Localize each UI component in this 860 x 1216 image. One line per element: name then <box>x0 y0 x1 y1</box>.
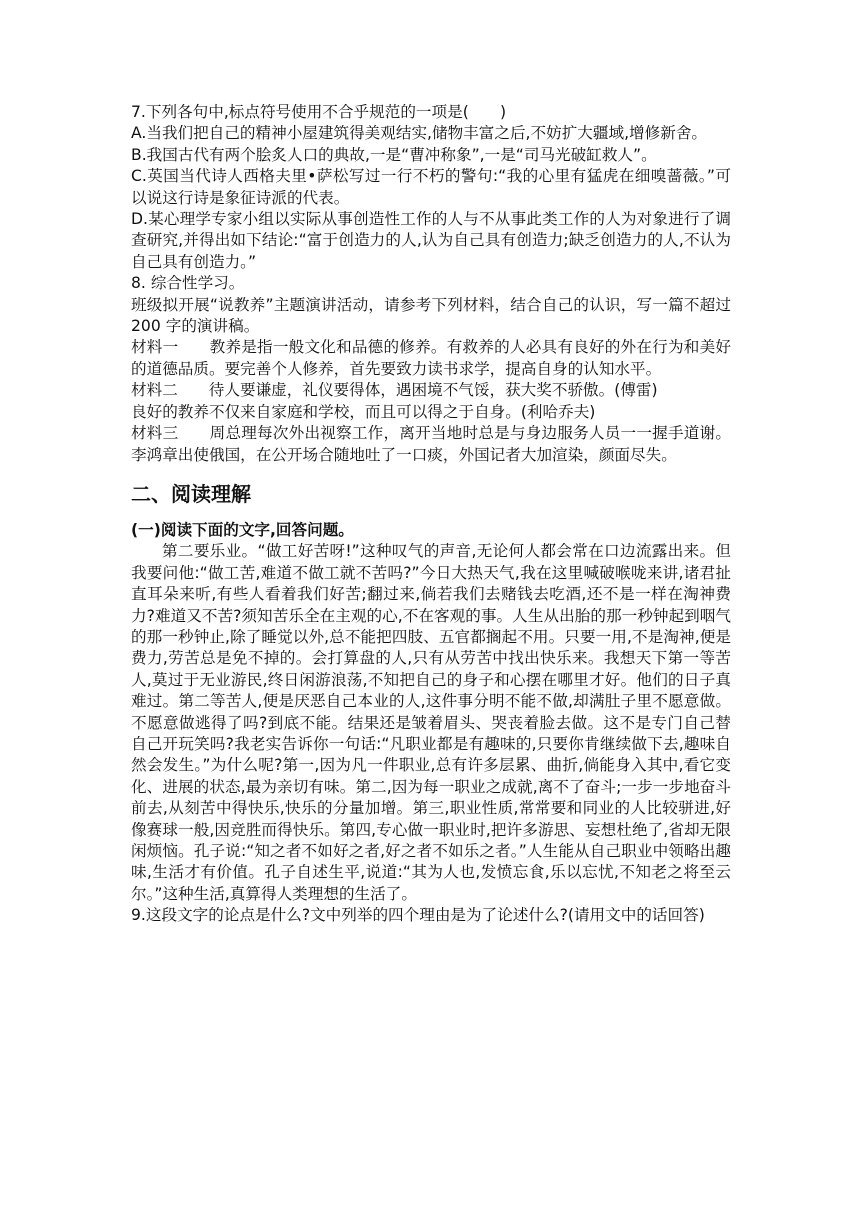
section-heading: 二、阅读理解 <box>131 481 251 506</box>
material-3-text: 周总理每次外出视察工作，离开当地时总是与身边服务人员一一握手道谢。李鸿章出使俄国，在公开场合随地吐了一口痰，外国记者大加渲染，颜面尽失。 <box>131 424 731 464</box>
question-8-stem: 8. 综合性学习。 <box>131 274 245 293</box>
material-3-label: 材料三 <box>131 424 179 443</box>
question-7-stem: 7.下列各句中,标点符号使用不合乎规范的一项是( ) <box>131 103 507 121</box>
section-subheading: (一)阅读下面的文字,回答问题。 <box>131 520 354 539</box>
question-7-option-c: C.英国当代诗人西格夫里•萨松写过一行不朽的警句:“我的心里有猛虎在细嗅蔷薇。”可以说这行诗是象征诗派的代表。 <box>131 167 731 207</box>
reading-passage: 第二要乐业。“做工好苦呀!”这种叹气的声音,无论何人都会常在口边流露出来。但我要问他:“做工苦,难道不做工就不苦吗?”今日大热天气,我在这里喊破喉咙来讲,诸君扯直耳朵来听,有些人看着我们好苦;翻过来,倘若我们去赌钱去吃酒,还不是一样在淘神费力?难道又不苦?须知苦乐全在主观的心,不在客观的事。人生从出胎的那一秒钟起到咽气的那一秒钟止,除了睡觉以外,总不能把四肢、五官都搁起不用。只要一用,不是淘神,便是费力,劳苦总是免不掉的。会打算盘的人,只有从劳苦中找出快乐来。我想天下第一等苦人,莫过于无业游民,终日闲游浪荡,不知把自己的身子和心摆在哪里才好。他们的日子真难过。第二等苦人,便是厌恶自己本业的人,这件事分明不能不做,却满肚子里不愿意做。不愿意做逃得了吗?到底不能。结果还是皱着眉头、哭丧着脸去做。这不是专门自己替自己开玩笑吗?我老实告诉你一句话:“凡职业都是有趣味的,只要你肯继续做下去,趣味自然会发生。”为什么呢?第一,因为凡一件职业,总有许多层累、曲折,倘能身入其中,看它变化、进展的状态,最为亲切有味。第二,因为每一职业之成就,离不了奋斗;一步一步地奋斗前去,从刻苦中得快乐,快乐的分量加增。第三,职业性质,常常要和同业的人比较骈进,好像赛球一般,因竞胜而得快乐。第四,专心做一职业时,把许多游思、妄想杜绝了,省却无限闲烦恼。孔子说:“知之者不如好之者,好之者不如乐之者。”人生能从自己职业中领略出趣味,生活才有价值。孔子自述生平,说道:“其为人也,发愤忘食,乐以忘忧,不知老之将至云尔。”这种生活,真算得人类理想的生活了。 <box>131 542 731 903</box>
material-2-text: 待人要谦虚，礼仪要得体，遇困境不气馁，获大奖不骄傲。(傅雷) <box>208 381 658 400</box>
question-9: 9.这段文字的论点是什么?文中列举的四个理由是为了论述什么?(请用文中的话回答) <box>131 906 705 925</box>
material-1-text: 教养是指一般文化和品德的修养。有救养的人必具有良好的外在行为和美好的道德品质。要完善个人修养，首先要致力读书求学，提高自身的认知水平。 <box>131 338 731 378</box>
document-content <box>131 102 731 927</box>
material-2-label: 材料二 <box>131 381 178 400</box>
question-7-option-b: B.我国古代有两个脍炙人口的典故,一是“曹冲称象”,一是“司马光破缸救人”。 <box>131 145 657 164</box>
material-1 <box>131 337 731 380</box>
question-7-option-a: A.当我们把自己的精神小屋建筑得美观结实,储物丰富之后,不妨扩大疆域,增修新舍。 <box>131 124 708 143</box>
material-2-continued: 良好的教养不仅来自家庭和学校，而且可以得之于自身。(利哈乔夫) <box>131 402 596 421</box>
question-8-intro: 班级拟开展“说教养”主题演讲活动，请参考下列材料，结合自己的认识，写一篇不超过 200 字的演讲稿。 <box>131 295 731 336</box>
material-1-label: 材料一 <box>131 338 179 357</box>
material-3 <box>131 423 731 466</box>
question-7-option-d: D.某心理学专家小组以实际从事创造性工作的人与不从事此类工作的人为对象进行了调查研究,并得出如下结论:“富于创造力的人,认为自己具有创造力;缺乏创造力的人,不认为自己具有创造力。” <box>131 210 731 271</box>
material-2 <box>131 380 731 401</box>
